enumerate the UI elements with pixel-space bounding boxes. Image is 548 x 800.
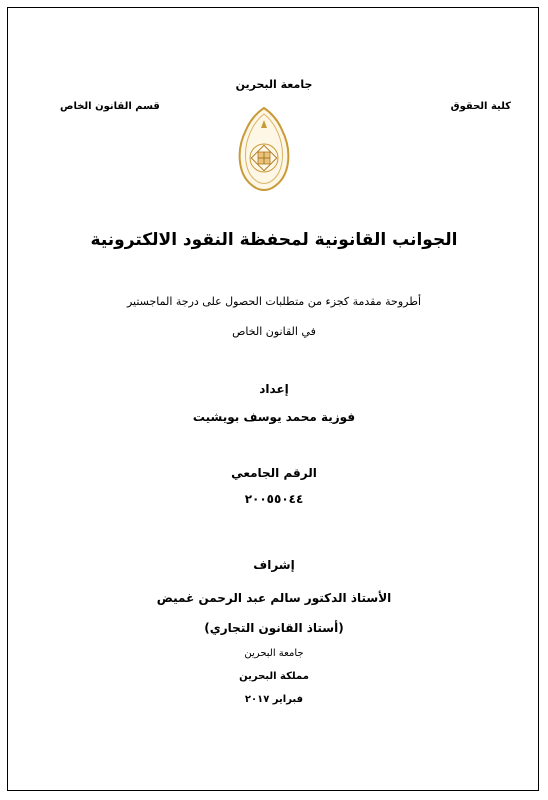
header-college: كلية الحقوق: [450, 101, 511, 112]
student-id-heading: الرقم الجامعي: [231, 466, 317, 480]
thesis-subtitle-line2: في القانون الخاص: [232, 325, 316, 338]
university-seal-icon: [236, 106, 292, 192]
supervisor-country: مملكة البحرين: [239, 671, 309, 682]
document-page: [7, 7, 539, 791]
supervisor-name: الأستاذ الدكتور سالم عبد الرحمن غميض: [156, 591, 392, 605]
header-university: جامعة البحرين: [235, 78, 313, 91]
header-department: قسم القانون الخاص: [60, 101, 160, 112]
supervisor-university: جامعة البحرين: [244, 648, 304, 659]
author-heading: إعداد: [259, 382, 289, 396]
document-date: فبراير ٢٠١٧: [244, 694, 304, 705]
supervisor-heading: إشراف: [253, 558, 295, 572]
author-name: فوزية محمد يوسف بويشيت: [192, 410, 356, 424]
thesis-title: الجوانب القانونية لمحفظة النقود الالكترونية: [90, 230, 458, 250]
supervisor-title: (أستاذ القانون التجاري): [204, 621, 344, 635]
student-id-value: ٢٠٠٥٥٠٤٤: [244, 492, 304, 506]
thesis-subtitle-line1: أطروحة مقدمة كجزء من متطلبات الحصول على درجة الماجستير: [126, 295, 422, 308]
